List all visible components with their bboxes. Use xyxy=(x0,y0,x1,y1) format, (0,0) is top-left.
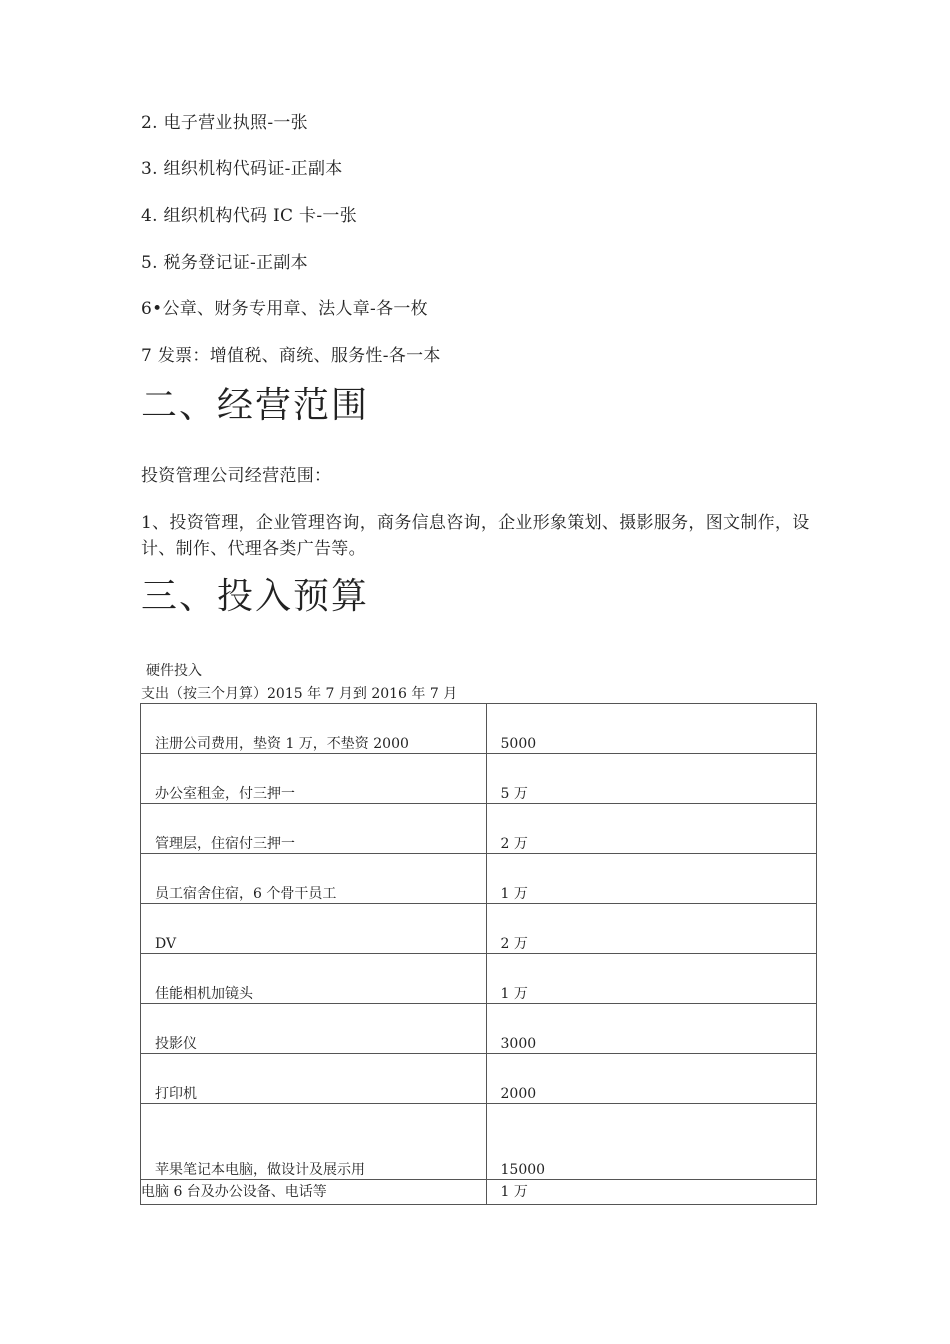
table-caption-period: 支出（按三个月算）2015 年 7 月到 2016 年 7 月 xyxy=(141,686,458,702)
table-caption-hardware: 硬件投入 xyxy=(146,663,202,679)
table-cell-amount: 3000 xyxy=(486,1004,817,1054)
table-cell-amount: 1 万 xyxy=(486,854,817,904)
section-heading-budget: 三、投入预算 xyxy=(141,576,370,617)
scope-paragraph: 1、投资管理，企业管理咨询，商务信息咨询，企业形象策划、摄影服务，图文制作，设计、制作、代理各类广告等。 xyxy=(141,513,810,559)
list-item: 4. 组织机构代码 IC 卡-一张 xyxy=(141,206,357,226)
table-row xyxy=(141,1004,817,1054)
list-item: 2. 电子营业执照-一张 xyxy=(141,113,308,133)
list-item: 7 发票：增值税、商统、服务性-各一本 xyxy=(141,346,441,366)
table-cell-amount: 1 万 xyxy=(486,954,817,1004)
table-cell-amount: 15000 xyxy=(486,1104,817,1180)
table-row xyxy=(141,704,817,754)
table-cell-item: 佳能相机加镜头 xyxy=(141,954,487,1004)
table-row xyxy=(141,904,817,954)
table-cell-amount: 5 万 xyxy=(486,754,817,804)
table-cell-item: 管理层，住宿付三押一 xyxy=(141,804,487,854)
list-item: 5. 税务登记证-正副本 xyxy=(141,253,308,273)
table-cell-item: 注册公司费用，垫资 1 万，不垫资 2000 xyxy=(141,704,487,754)
table-cell-item: 电脑 6 台及办公设备、电话等 xyxy=(141,1180,487,1205)
list-item: 6•公章、财务专用章、法人章-各一枚 xyxy=(141,299,428,319)
table-row xyxy=(141,754,817,804)
section-heading-scope: 二、经营范围 xyxy=(141,385,370,426)
table-cell-amount: 1 万 xyxy=(486,1180,817,1205)
table-row xyxy=(141,1180,817,1205)
budget-table xyxy=(140,703,817,1205)
table-row xyxy=(141,854,817,904)
table-row xyxy=(141,1054,817,1104)
table-cell-item: 员工宿舍住宿，6 个骨干员工 xyxy=(141,854,487,904)
table-row xyxy=(141,954,817,1004)
table-cell-item: 打印机 xyxy=(141,1054,487,1104)
table-cell-amount: 2 万 xyxy=(486,904,817,954)
table-cell-item: DV xyxy=(141,904,487,954)
table-cell-item: 苹果笔记本电脑，做设计及展示用 xyxy=(141,1104,487,1180)
table-cell-item: 投影仪 xyxy=(141,1004,487,1054)
table-cell-amount: 2000 xyxy=(486,1054,817,1104)
table-row xyxy=(141,804,817,854)
table-cell-amount: 5000 xyxy=(486,704,817,754)
list-item: 3. 组织机构代码证-正副本 xyxy=(141,159,343,179)
table-cell-amount: 2 万 xyxy=(486,804,817,854)
table-cell-item: 办公室租金，付三押一 xyxy=(141,754,487,804)
scope-intro: 投资管理公司经营范围： xyxy=(141,466,332,486)
table-row xyxy=(141,1104,817,1180)
